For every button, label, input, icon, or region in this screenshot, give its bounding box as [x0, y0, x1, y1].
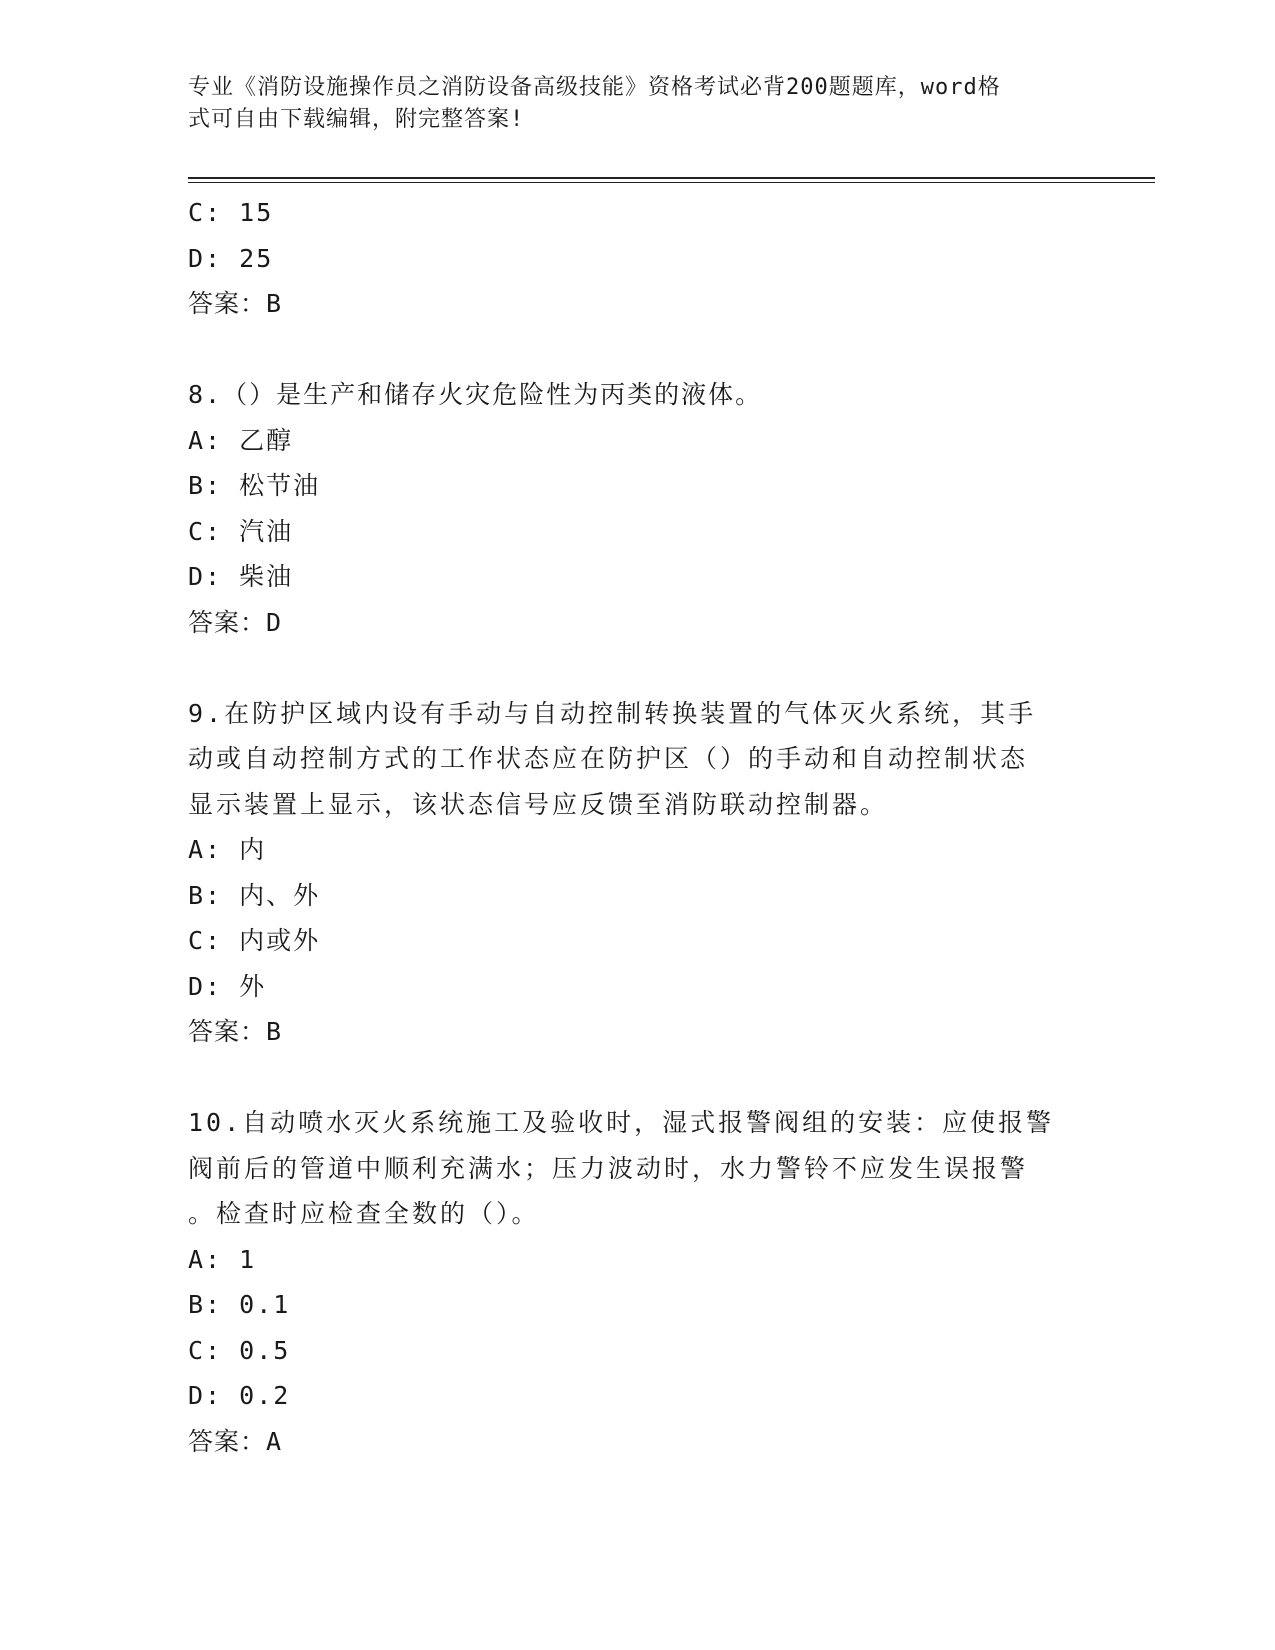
q8-option-d: D: 柴油	[188, 562, 294, 591]
header-line-2: 式可自由下载编辑，附完整答案!	[188, 107, 525, 132]
q7-option-d: D: 25	[188, 243, 274, 273]
q9-question	[188, 691, 1088, 828]
header-line-1: 专业《消防设施操作员之消防设备高级技能》资格考试必背200题题库，word格	[188, 75, 1001, 100]
q8-question: 8.（）是生产和储存火灾危险性为丙类的液体。	[188, 380, 763, 409]
q9-option-b: B: 内、外	[188, 880, 321, 910]
q8-option-b: B: 松节油	[188, 471, 321, 500]
q9-question-line-2: 动或自动控制方式的工作状态应在防护区（）的手动和自动控制状态	[188, 744, 1029, 773]
document-header	[188, 72, 1068, 136]
q7-answer: 答案：B	[188, 289, 283, 318]
question-9-block	[188, 691, 1088, 1055]
q10-question-line-2: 阀前后的管道中顺利充满水；压力波动时，水力警铃不应发生误报警	[188, 1153, 1029, 1183]
q9-question-line-3: 显示装置上显示，该状态信号应反馈至消防联动控制器。	[188, 789, 889, 819]
q10-question-line-1: 10.自动喷水灭火系统施工及验收时，湿式报警阀组的安装：应使报警	[188, 1108, 1055, 1137]
q10-option-a: A: 1	[188, 1244, 257, 1274]
q10-option-b: B: 0.1	[188, 1290, 291, 1319]
header-rule-thin	[188, 182, 1155, 183]
q9-option-c: C: 内或外	[188, 926, 321, 955]
q8-option-a: A: 乙醇	[188, 425, 294, 455]
q8-answer: 答案：D	[188, 607, 283, 637]
question-10-block	[188, 1100, 1088, 1464]
q10-option-d: D: 0.2	[188, 1381, 291, 1410]
q8-option-c: C: 汽油	[188, 516, 294, 546]
header-rule-thick	[188, 177, 1155, 179]
question-content	[188, 190, 1088, 1464]
q10-question-line-3: 。检查时应检查全数的（）。	[188, 1199, 540, 1228]
q10-question	[188, 1100, 1088, 1237]
q9-answer: 答案：B	[188, 1017, 283, 1046]
question-7-block	[188, 190, 1088, 327]
q9-question-line-1: 9.在防护区域内设有手动与自动控制转换装置的气体灭火系统，其手	[188, 698, 1037, 728]
q7-option-c: C: 15	[188, 198, 274, 227]
spacer	[188, 327, 1088, 373]
spacer	[188, 1055, 1088, 1101]
q9-option-d: D: 外	[188, 971, 267, 1001]
q9-option-a: A: 内	[188, 835, 267, 864]
spacer	[188, 645, 1088, 691]
question-8-block	[188, 372, 1088, 645]
q10-answer: 答案：A	[188, 1426, 283, 1456]
q10-option-c: C: 0.5	[188, 1335, 291, 1365]
